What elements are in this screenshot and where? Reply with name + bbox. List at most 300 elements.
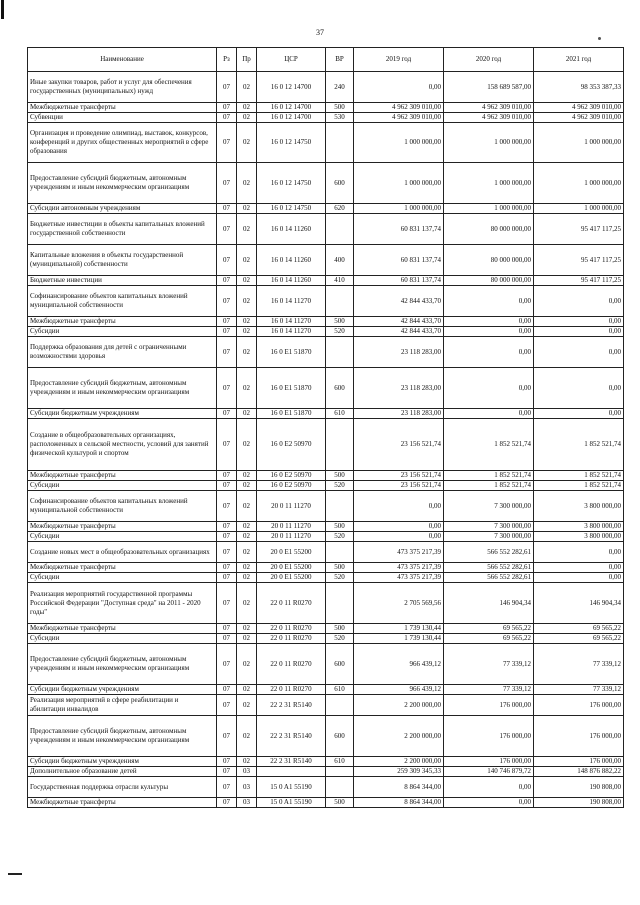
cell-pr: 02	[237, 113, 257, 123]
cell-csr: 22 0 11 R0270	[257, 685, 326, 695]
cell-csr	[257, 767, 326, 777]
cell-csr: 20 0 11 11270	[257, 532, 326, 542]
cell-vr: 620	[326, 204, 354, 214]
cell-name: Предоставление субсидий бюджетным, автономным учреждениям и иным некоммерческим организациям	[28, 368, 217, 409]
cell-2019: 23 156 521,74	[354, 419, 444, 471]
cell-2019: 60 831 137,74	[354, 214, 444, 245]
cell-vr: 500	[326, 522, 354, 532]
cell-rz: 07	[217, 113, 237, 123]
table-row	[28, 491, 624, 522]
cell-vr: 520	[326, 481, 354, 491]
cell-2019: 23 118 283,00	[354, 337, 444, 368]
cell-2019: 4 962 309 010,00	[354, 113, 444, 123]
cell-vr	[326, 214, 354, 245]
cell-2019: 2 200 000,00	[354, 757, 444, 767]
cell-vr: 500	[326, 563, 354, 573]
table-row	[28, 798, 624, 808]
cell-name: Софинансирование объектов капитальных вложений муниципальной собственности	[28, 286, 217, 317]
cell-rz: 07	[217, 644, 237, 685]
cell-rz: 07	[217, 777, 237, 798]
cell-2021: 4 962 309 010,00	[534, 113, 624, 123]
cell-rz: 07	[217, 471, 237, 481]
cell-name: Межбюджетные трансферты	[28, 103, 217, 113]
scan-edge-mark	[1, 0, 4, 19]
cell-csr: 16 0 E2 50970	[257, 471, 326, 481]
cell-name: Межбюджетные трансферты	[28, 522, 217, 532]
cell-csr: 20 0 11 11270	[257, 522, 326, 532]
cell-pr: 02	[237, 481, 257, 491]
cell-pr: 02	[237, 204, 257, 214]
cell-vr	[326, 286, 354, 317]
cell-csr: 16 0 12 14700	[257, 113, 326, 123]
cell-2019: 23 118 283,00	[354, 368, 444, 409]
cell-2021: 0,00	[534, 409, 624, 419]
budget-table	[27, 47, 624, 808]
cell-pr: 03	[237, 777, 257, 798]
cell-pr: 02	[237, 72, 257, 103]
cell-rz: 07	[217, 72, 237, 103]
cell-2019: 42 844 433,70	[354, 327, 444, 337]
cell-2021: 3 800 000,00	[534, 532, 624, 542]
cell-name: Создание новых мест в общеобразовательных организациях	[28, 542, 217, 563]
cell-csr: 15 0 A1 55190	[257, 777, 326, 798]
cell-2021: 69 565,22	[534, 624, 624, 634]
cell-name: Субсидии	[28, 327, 217, 337]
cell-2020: 1 000 000,00	[444, 204, 534, 214]
table-row	[28, 522, 624, 532]
cell-name: Субсидии	[28, 573, 217, 583]
cell-2021: 0,00	[534, 337, 624, 368]
cell-2021: 0,00	[534, 573, 624, 583]
table-row	[28, 245, 624, 276]
cell-2020: 77 339,12	[444, 644, 534, 685]
cell-pr: 02	[237, 419, 257, 471]
cell-pr: 02	[237, 286, 257, 317]
cell-rz: 07	[217, 214, 237, 245]
table-row	[28, 317, 624, 327]
cell-2019: 966 439,12	[354, 644, 444, 685]
cell-pr: 02	[237, 573, 257, 583]
cell-2019: 0,00	[354, 522, 444, 532]
cell-2020: 69 565,22	[444, 634, 534, 644]
table-row	[28, 644, 624, 685]
cell-rz: 07	[217, 163, 237, 204]
cell-rz: 07	[217, 327, 237, 337]
cell-2020: 1 852 521,74	[444, 481, 534, 491]
header-vr: ВР	[326, 48, 354, 72]
cell-2019: 8 864 344,00	[354, 798, 444, 808]
cell-2020: 566 552 282,61	[444, 573, 534, 583]
cell-2021: 77 339,12	[534, 644, 624, 685]
cell-csr: 20 0 E1 55200	[257, 542, 326, 563]
cell-pr: 02	[237, 532, 257, 542]
cell-rz: 07	[217, 685, 237, 695]
cell-pr: 02	[237, 123, 257, 163]
cell-2021: 190 808,00	[534, 798, 624, 808]
cell-rz: 07	[217, 767, 237, 777]
cell-vr	[326, 337, 354, 368]
cell-vr: 410	[326, 276, 354, 286]
cell-pr: 02	[237, 214, 257, 245]
cell-2021: 0,00	[534, 327, 624, 337]
cell-name: Субсидии	[28, 532, 217, 542]
cell-2020: 176 000,00	[444, 716, 534, 757]
cell-rz: 07	[217, 798, 237, 808]
cell-2021: 98 353 387,33	[534, 72, 624, 103]
cell-vr: 600	[326, 163, 354, 204]
cell-name: Поддержка образования для детей с ограниченными возможностями здоровья	[28, 337, 217, 368]
cell-2020: 176 000,00	[444, 695, 534, 716]
cell-2021: 95 417 117,25	[534, 245, 624, 276]
cell-2020: 4 962 309 010,00	[444, 103, 534, 113]
table-row	[28, 542, 624, 563]
cell-csr: 16 0 12 14750	[257, 123, 326, 163]
cell-vr: 610	[326, 409, 354, 419]
cell-2021: 0,00	[534, 563, 624, 573]
cell-pr: 02	[237, 522, 257, 532]
cell-rz: 07	[217, 624, 237, 634]
cell-2019: 1 739 130,44	[354, 624, 444, 634]
cell-rz: 07	[217, 573, 237, 583]
cell-pr: 02	[237, 276, 257, 286]
cell-name: Субсидии	[28, 634, 217, 644]
cell-2020: 566 552 282,61	[444, 542, 534, 563]
table-row	[28, 103, 624, 113]
header-rz: Рз	[217, 48, 237, 72]
cell-2019: 0,00	[354, 532, 444, 542]
cell-2019: 473 375 217,39	[354, 573, 444, 583]
cell-pr: 02	[237, 542, 257, 563]
cell-pr: 02	[237, 471, 257, 481]
cell-2019: 966 439,12	[354, 685, 444, 695]
cell-2020: 0,00	[444, 368, 534, 409]
cell-2019: 2 200 000,00	[354, 716, 444, 757]
cell-2019: 1 739 130,44	[354, 634, 444, 644]
cell-rz: 07	[217, 695, 237, 716]
cell-csr: 22 0 11 R0270	[257, 644, 326, 685]
page-number: 37	[316, 28, 324, 37]
cell-2020: 0,00	[444, 327, 534, 337]
cell-csr: 22 0 11 R0270	[257, 634, 326, 644]
cell-name: Реализация мероприятий в сфере реабилитации и абилитации инвалидов	[28, 695, 217, 716]
cell-2020: 566 552 282,61	[444, 563, 534, 573]
cell-csr: 16 0 E1 51870	[257, 337, 326, 368]
scan-dot	[598, 37, 601, 40]
cell-vr: 400	[326, 245, 354, 276]
table-row	[28, 624, 624, 634]
cell-vr	[326, 695, 354, 716]
cell-csr: 16 0 12 14700	[257, 72, 326, 103]
cell-rz: 07	[217, 123, 237, 163]
cell-2019: 23 156 521,74	[354, 471, 444, 481]
cell-2019: 23 118 283,00	[354, 409, 444, 419]
cell-2020: 4 962 309 010,00	[444, 113, 534, 123]
cell-vr: 520	[326, 327, 354, 337]
cell-pr: 02	[237, 716, 257, 757]
cell-2020: 0,00	[444, 409, 534, 419]
cell-csr: 15 0 A1 55190	[257, 798, 326, 808]
cell-2020: 69 565,22	[444, 624, 534, 634]
cell-vr: 600	[326, 368, 354, 409]
cell-2019: 4 962 309 010,00	[354, 103, 444, 113]
cell-rz: 07	[217, 409, 237, 419]
cell-csr: 16 0 E1 51870	[257, 409, 326, 419]
cell-vr	[326, 767, 354, 777]
cell-2021: 1 000 000,00	[534, 123, 624, 163]
cell-rz: 07	[217, 276, 237, 286]
cell-2020: 1 852 521,74	[444, 471, 534, 481]
cell-pr: 02	[237, 103, 257, 113]
cell-2019: 1 000 000,00	[354, 204, 444, 214]
cell-name: Предоставление субсидий бюджетным, автономным учреждениям и иным некоммерческим организациям	[28, 163, 217, 204]
table-row	[28, 337, 624, 368]
cell-pr: 02	[237, 245, 257, 276]
cell-csr: 20 0 E1 55200	[257, 563, 326, 573]
cell-2021: 1 852 521,74	[534, 481, 624, 491]
cell-pr: 02	[237, 317, 257, 327]
cell-2021: 0,00	[534, 317, 624, 327]
cell-vr	[326, 123, 354, 163]
table-row	[28, 409, 624, 419]
cell-csr: 22 2 31 R5140	[257, 695, 326, 716]
header-2019: 2019 год	[354, 48, 444, 72]
cell-name: Реализация мероприятий государственной программы Российской Федерации "Доступная среда" на 2011 - 2020 годы"	[28, 583, 217, 624]
table-row	[28, 583, 624, 624]
cell-2019: 473 375 217,39	[354, 542, 444, 563]
table-row	[28, 481, 624, 491]
cell-2020: 176 000,00	[444, 757, 534, 767]
cell-2020: 1 852 521,74	[444, 419, 534, 471]
cell-csr: 20 0 E1 55200	[257, 573, 326, 583]
cell-2020: 7 300 000,00	[444, 522, 534, 532]
cell-pr: 02	[237, 491, 257, 522]
cell-pr: 03	[237, 767, 257, 777]
header-csr: ЦСР	[257, 48, 326, 72]
cell-pr: 02	[237, 409, 257, 419]
cell-name: Субсидии бюджетным учреждениям	[28, 685, 217, 695]
cell-2019: 42 844 433,70	[354, 286, 444, 317]
cell-2021: 176 000,00	[534, 757, 624, 767]
cell-rz: 07	[217, 634, 237, 644]
cell-vr	[326, 777, 354, 798]
table-row	[28, 563, 624, 573]
cell-2019: 259 309 345,33	[354, 767, 444, 777]
cell-vr: 520	[326, 634, 354, 644]
cell-2020: 7 300 000,00	[444, 491, 534, 522]
cell-2020: 140 746 879,72	[444, 767, 534, 777]
cell-csr: 16 0 14 11270	[257, 317, 326, 327]
cell-name: Межбюджетные трансферты	[28, 317, 217, 327]
cell-rz: 07	[217, 317, 237, 327]
cell-2021: 3 800 000,00	[534, 522, 624, 532]
cell-vr: 600	[326, 644, 354, 685]
cell-csr: 16 0 14 11260	[257, 276, 326, 286]
cell-csr: 16 0 14 11270	[257, 327, 326, 337]
table-row	[28, 419, 624, 471]
cell-2021: 176 000,00	[534, 695, 624, 716]
cell-2020: 0,00	[444, 286, 534, 317]
cell-2021: 0,00	[534, 286, 624, 317]
cell-name: Субсидии	[28, 481, 217, 491]
cell-pr: 02	[237, 368, 257, 409]
cell-vr: 610	[326, 757, 354, 767]
cell-name: Дополнительное образование детей	[28, 767, 217, 777]
cell-name: Бюджетные инвестиции	[28, 276, 217, 286]
cell-2020: 80 000 000,00	[444, 276, 534, 286]
cell-2020: 1 000 000,00	[444, 123, 534, 163]
cell-vr: 610	[326, 685, 354, 695]
cell-pr: 02	[237, 634, 257, 644]
cell-name: Создание в общеобразовательных организациях, расположенных в сельской местности, условий для занятий физической культурой и спортом	[28, 419, 217, 471]
table-row	[28, 123, 624, 163]
cell-csr: 16 0 12 14700	[257, 103, 326, 113]
cell-2021: 1 852 521,74	[534, 419, 624, 471]
cell-pr: 02	[237, 695, 257, 716]
table-row	[28, 634, 624, 644]
cell-rz: 07	[217, 286, 237, 317]
cell-vr: 500	[326, 471, 354, 481]
cell-vr: 240	[326, 72, 354, 103]
cell-name: Субсидии бюджетным учреждениям	[28, 757, 217, 767]
cell-name: Субвенции	[28, 113, 217, 123]
table-row	[28, 368, 624, 409]
cell-name: Государственная поддержка отрасли культуры	[28, 777, 217, 798]
table-row	[28, 214, 624, 245]
cell-pr: 03	[237, 798, 257, 808]
table-row	[28, 716, 624, 757]
cell-name: Межбюджетные трансферты	[28, 798, 217, 808]
header-2021: 2021 год	[534, 48, 624, 72]
cell-vr: 500	[326, 103, 354, 113]
cell-csr: 16 0 12 14750	[257, 204, 326, 214]
table-row	[28, 757, 624, 767]
cell-pr: 02	[237, 337, 257, 368]
cell-rz: 07	[217, 532, 237, 542]
cell-rz: 07	[217, 368, 237, 409]
cell-csr: 22 2 31 R5140	[257, 757, 326, 767]
cell-2020: 77 339,12	[444, 685, 534, 695]
cell-2020: 0,00	[444, 317, 534, 327]
cell-2020: 0,00	[444, 798, 534, 808]
cell-2021: 190 808,00	[534, 777, 624, 798]
cell-rz: 07	[217, 757, 237, 767]
cell-csr: 22 0 11 R0270	[257, 583, 326, 624]
cell-2020: 158 689 587,00	[444, 72, 534, 103]
cell-2021: 1 852 521,74	[534, 471, 624, 481]
cell-name: Межбюджетные трансферты	[28, 624, 217, 634]
cell-csr: 16 0 14 11260	[257, 214, 326, 245]
cell-rz: 07	[217, 103, 237, 113]
cell-2019: 0,00	[354, 491, 444, 522]
cell-2019: 1 000 000,00	[354, 163, 444, 204]
cell-csr: 16 0 E2 50970	[257, 481, 326, 491]
cell-2021: 95 417 117,25	[534, 276, 624, 286]
cell-pr: 02	[237, 583, 257, 624]
cell-name: Иные закупки товаров, работ и услуг для обеспечения государственных (муниципальных) нужд	[28, 72, 217, 103]
cell-csr: 20 0 11 11270	[257, 491, 326, 522]
table-row	[28, 276, 624, 286]
cell-2021: 69 565,22	[534, 634, 624, 644]
table-row	[28, 204, 624, 214]
header-pr: Пр	[237, 48, 257, 72]
table-row	[28, 777, 624, 798]
table-row	[28, 163, 624, 204]
cell-rz: 07	[217, 491, 237, 522]
scan-margin-mark	[8, 873, 22, 875]
cell-2020: 146 904,34	[444, 583, 534, 624]
cell-2020: 7 300 000,00	[444, 532, 534, 542]
cell-2021: 148 876 882,22	[534, 767, 624, 777]
cell-pr: 02	[237, 644, 257, 685]
cell-2019: 2 705 569,56	[354, 583, 444, 624]
cell-2020: 80 000 000,00	[444, 245, 534, 276]
cell-name: Предоставление субсидий бюджетным, автономным учреждениям и иным некоммерческим организациям	[28, 644, 217, 685]
cell-2021: 77 339,12	[534, 685, 624, 695]
cell-2020: 0,00	[444, 777, 534, 798]
cell-2019: 60 831 137,74	[354, 245, 444, 276]
table-row	[28, 113, 624, 123]
cell-2019: 473 375 217,39	[354, 563, 444, 573]
cell-2020: 0,00	[444, 337, 534, 368]
cell-vr: 530	[326, 113, 354, 123]
cell-2019: 42 844 433,70	[354, 317, 444, 327]
cell-rz: 07	[217, 522, 237, 532]
cell-2020: 80 000 000,00	[444, 214, 534, 245]
cell-rz: 07	[217, 716, 237, 757]
cell-name: Предоставление субсидий бюджетным, автономным учреждениям и иным некоммерческим организациям	[28, 716, 217, 757]
table-row	[28, 695, 624, 716]
cell-2021: 1 000 000,00	[534, 204, 624, 214]
cell-rz: 07	[217, 481, 237, 491]
cell-vr: 500	[326, 624, 354, 634]
cell-name: Организация и проведение олимпиад, выставок, конкурсов, конференций и других общественных мероприятий в сфере образования	[28, 123, 217, 163]
cell-csr: 16 0 E1 51870	[257, 368, 326, 409]
header-name: Наименование	[28, 48, 217, 72]
table-row	[28, 767, 624, 777]
cell-rz: 07	[217, 542, 237, 563]
cell-name: Межбюджетные трансферты	[28, 563, 217, 573]
cell-vr: 500	[326, 798, 354, 808]
cell-2021: 0,00	[534, 542, 624, 563]
cell-csr: 22 0 11 R0270	[257, 624, 326, 634]
cell-2021: 146 904,34	[534, 583, 624, 624]
cell-csr: 16 0 14 11270	[257, 286, 326, 317]
table-row	[28, 327, 624, 337]
cell-2021: 1 000 000,00	[534, 163, 624, 204]
table-row	[28, 685, 624, 695]
cell-2021: 4 962 309 010,00	[534, 103, 624, 113]
table-header	[28, 48, 624, 72]
cell-vr	[326, 491, 354, 522]
cell-vr: 500	[326, 317, 354, 327]
cell-2020: 1 000 000,00	[444, 163, 534, 204]
cell-2021: 0,00	[534, 368, 624, 409]
cell-rz: 07	[217, 563, 237, 573]
table-row	[28, 532, 624, 542]
cell-vr	[326, 419, 354, 471]
cell-pr: 02	[237, 757, 257, 767]
cell-name: Капитальные вложения в объекты государственной (муниципальной) собственности	[28, 245, 217, 276]
cell-name: Межбюджетные трансферты	[28, 471, 217, 481]
cell-vr	[326, 542, 354, 563]
cell-name: Субсидии автономным учреждениям	[28, 204, 217, 214]
table-row	[28, 471, 624, 481]
cell-name: Софинансирование объектов капитальных вложений муниципальной собственности	[28, 491, 217, 522]
cell-csr: 16 0 14 11260	[257, 245, 326, 276]
cell-vr: 520	[326, 573, 354, 583]
cell-pr: 02	[237, 685, 257, 695]
cell-2019: 60 831 137,74	[354, 276, 444, 286]
